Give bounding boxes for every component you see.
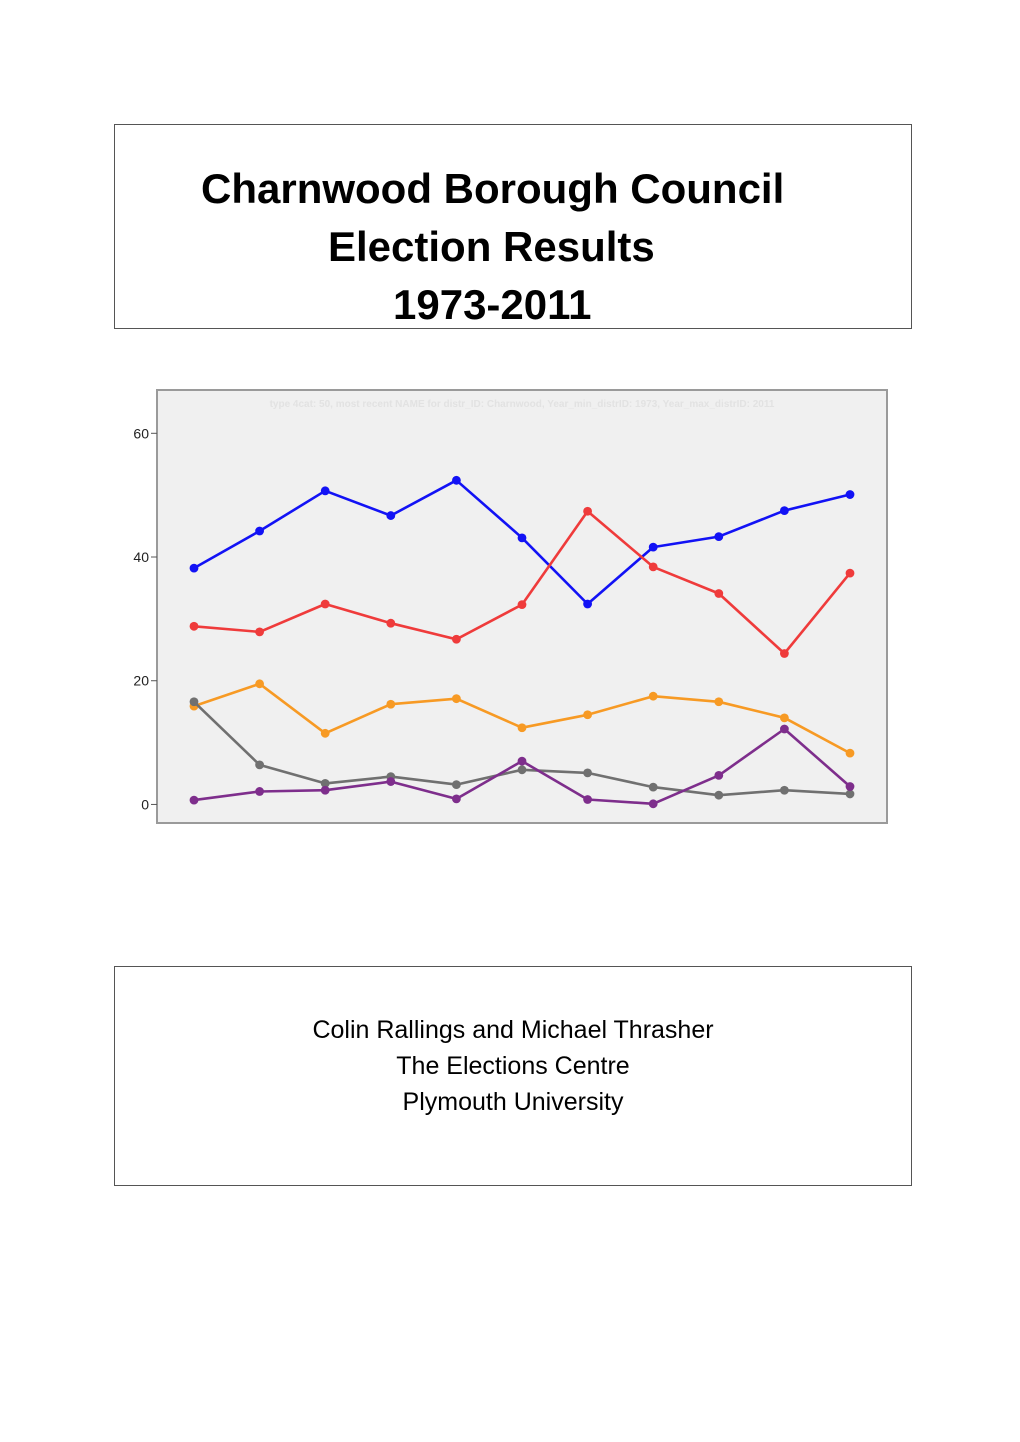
data-point	[583, 600, 592, 609]
data-point	[190, 622, 199, 631]
data-point	[583, 768, 592, 777]
data-point	[386, 619, 395, 628]
data-point	[518, 600, 527, 609]
data-point	[780, 725, 789, 734]
data-point	[583, 507, 592, 516]
data-point	[321, 486, 330, 495]
data-point	[452, 694, 461, 703]
data-point	[714, 791, 723, 800]
election-results-chart	[120, 380, 900, 830]
data-point	[518, 533, 527, 542]
author-university: Plymouth University	[402, 1088, 624, 1116]
y-tick-label: 60	[133, 425, 149, 442]
author-centre: The Elections Centre	[396, 1052, 630, 1080]
data-point	[518, 765, 527, 774]
title-line-years: 1973-2011	[393, 281, 592, 328]
data-point	[649, 692, 658, 701]
data-point	[649, 563, 658, 572]
data-point	[846, 490, 855, 499]
y-tick-label: 20	[133, 672, 149, 689]
author-names: Colin Rallings and Michael Thrasher	[312, 1016, 714, 1044]
data-point	[518, 757, 527, 766]
data-point	[714, 589, 723, 598]
y-tick-label: 40	[133, 549, 149, 566]
data-point	[255, 679, 264, 688]
data-point	[321, 729, 330, 738]
data-point	[846, 569, 855, 578]
data-point	[452, 635, 461, 644]
data-point	[255, 760, 264, 769]
data-point	[518, 723, 527, 732]
data-point	[386, 777, 395, 786]
data-point	[452, 476, 461, 485]
data-point	[190, 796, 199, 805]
data-point	[780, 506, 789, 515]
data-point	[190, 564, 199, 573]
data-point	[255, 627, 264, 636]
data-point	[386, 700, 395, 709]
chart-title: type 4cat: 50, most recent NAME for distr_ID: Charnwood, Year_min_distrID: 1973, Year_max_distrID: 2011	[269, 399, 775, 410]
data-point	[714, 697, 723, 706]
data-point	[780, 713, 789, 722]
data-point	[452, 794, 461, 803]
chart-svg	[120, 380, 900, 830]
data-point	[649, 799, 658, 808]
data-point	[583, 710, 592, 719]
data-point	[780, 786, 789, 795]
data-point	[846, 749, 855, 758]
data-point	[846, 782, 855, 791]
data-point	[714, 771, 723, 780]
data-point	[780, 649, 789, 658]
data-point	[583, 795, 592, 804]
title-line-election-results: Election Results	[328, 223, 655, 270]
data-point	[714, 532, 723, 541]
data-point	[452, 780, 461, 789]
data-point	[649, 783, 658, 792]
data-point	[386, 511, 395, 520]
data-point	[255, 787, 264, 796]
data-point	[255, 527, 264, 536]
title-line-council: Charnwood Borough Council	[201, 165, 785, 212]
data-point	[190, 697, 199, 706]
data-point	[321, 600, 330, 609]
data-point	[321, 786, 330, 795]
data-point	[649, 543, 658, 552]
y-tick-label: 0	[141, 796, 149, 813]
